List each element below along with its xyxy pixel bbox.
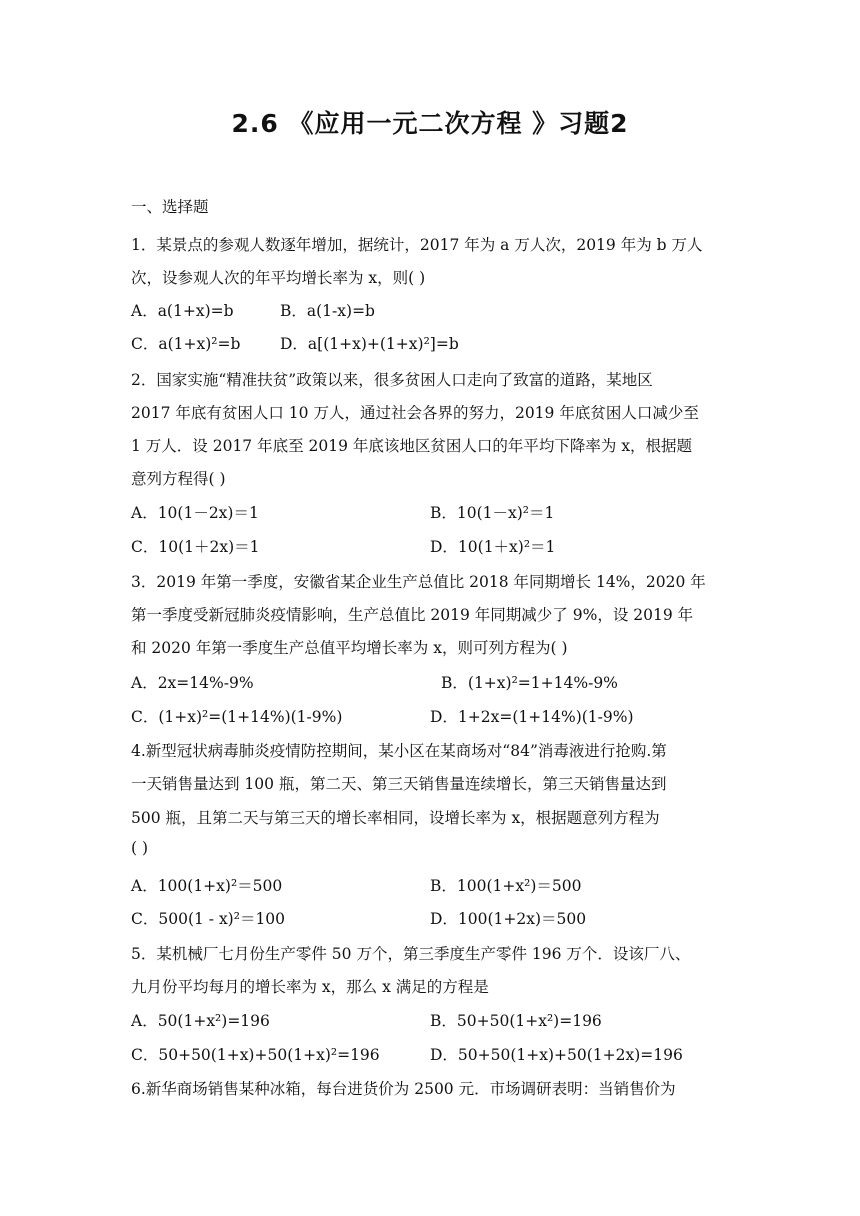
question-6-line-1: 6.新华商场销售某种冰箱，每台进货价为 2500 元．市场调研表明：当销售价为 [131, 1080, 676, 1098]
q5-option-a: A．50(1+x²)=196 [131, 1012, 270, 1030]
q4-option-a: A．100(1+x)²＝500 [131, 877, 283, 895]
q1-option-d: D．a[(1+x)+(1+x)²]=b [280, 335, 459, 353]
q1-option-c: C．a(1+x)²=b [131, 335, 241, 353]
question-2-line-3: 1 万人．设 2017 年底至 2019 年底该地区贫困人口的年平均下降率为 x，根据题 [131, 437, 693, 455]
q4-option-c: C．500(1 - x)²＝100 [131, 910, 286, 928]
q3-option-b: B．(1+x)²=1+14%-9% [441, 674, 618, 692]
question-4-line-3: 500 瓶，且第二天与第三天的增长率相同，设增长率为 x，根据题意列方程为 [131, 809, 660, 827]
q2-option-b: B．10(1－x)²＝1 [430, 504, 555, 522]
q1-option-b: B．a(1-x)=b [280, 302, 375, 320]
question-4-line-1: 4.新型冠状病毒肺炎疫情防控期间，某小区在某商场对“84”消毒液进行抢购.第 [131, 742, 667, 760]
question-1-line-1: 1．某景点的参观人数逐年增加，据统计，2017 年为 a 万人次，2019 年为 b 万人 [131, 236, 703, 254]
q3-option-d: D．1+2x=(1+14%)(1-9%) [430, 708, 634, 726]
page-title: 2.6 《应用一元二次方程 》习题2 [231, 109, 629, 138]
q1-option-a: A．a(1+x)=b [131, 302, 234, 320]
section-heading: 一、选择题 [131, 198, 209, 216]
q2-option-d: D．10(1＋x)²＝1 [430, 538, 556, 556]
question-4-line-2: 一天销售量达到 100 瓶，第二天、第三天销售量连续增长，第三天销售量达到 [131, 775, 667, 793]
question-4-line-4: ( ) [131, 839, 149, 857]
question-2-line-1: 2．国家实施“精准扶贫”政策以来，很多贫困人口走向了致富的道路，某地区 [131, 371, 653, 389]
q4-option-b: B．100(1+x²)＝500 [430, 877, 582, 895]
question-3-line-1: 3．2019 年第一季度，安徽省某企业生产总值比 2018 年同期增长 14%，2020 年 [131, 573, 706, 591]
question-5-line-2: 九月份平均每月的增长率为 x，那么 x 满足的方程是 [131, 978, 489, 996]
question-1-line-2: 次，设参观人次的年平均增长率为 x，则( ) [131, 269, 426, 287]
q3-option-a: A．2x=14%-9% [131, 674, 254, 692]
q4-option-d: D．100(1+2x)＝500 [430, 910, 587, 928]
q5-option-c: C．50+50(1+x)+50(1+x)²=196 [131, 1046, 380, 1064]
question-3-line-2: 第一季度受新冠肺炎疫情影响，生产总值比 2019 年同期减少了 9%，设 2019 年 [131, 606, 694, 624]
question-3-line-3: 和 2020 年第一季度生产总值平均增长率为 x，则可列方程为( ) [131, 639, 568, 657]
question-2-line-4: 意列方程得( ) [131, 470, 226, 488]
question-5-line-1: 5．某机械厂七月份生产零件 50 万个，第三季度生产零件 196 万个．设该厂八、 [131, 945, 691, 963]
q5-option-d: D．50+50(1+x)+50(1+2x)=196 [430, 1046, 683, 1064]
q3-option-c: C．(1+x)²=(1+14%)(1-9%) [131, 708, 343, 726]
q5-option-b: B．50+50(1+x²)=196 [430, 1012, 602, 1030]
q2-option-c: C．10(1＋2x)＝1 [131, 538, 260, 556]
question-2-line-2: 2017 年底有贫困人口 10 万人，通过社会各界的努力，2019 年底贫困人口减少至 [131, 404, 699, 422]
q2-option-a: A．10(1－2x)＝1 [131, 504, 259, 522]
